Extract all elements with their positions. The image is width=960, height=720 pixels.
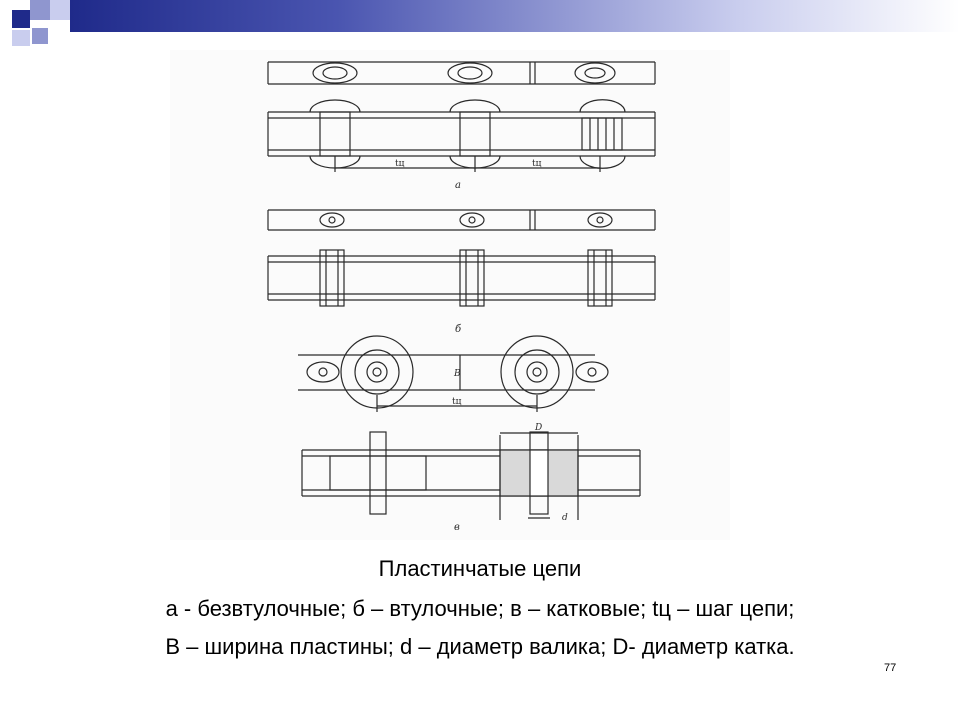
chain-c-label: в (454, 522, 460, 533)
chain-c-section-view (302, 432, 640, 520)
chain-b-label: б (455, 324, 462, 335)
chain-a-side-view (268, 100, 655, 172)
chain-c-height-label: B (454, 369, 461, 379)
figure-caption-line-3: В – ширина пластины; d – диаметр валика; D- диаметр катка. (165, 634, 795, 659)
chain-b-side-view (268, 250, 655, 306)
chain-drawing-figure (170, 50, 730, 540)
header-gradient (70, 0, 960, 32)
chain-c-roller-diameter-label: D (535, 423, 543, 433)
header-square-light-2 (12, 30, 30, 46)
page-number: 77 (884, 662, 897, 674)
figure-caption-line-2: а - безвтулочные; б – втулочные; в – катковые; tц – шаг цепи; (165, 596, 795, 621)
chain-a-top-view (268, 62, 655, 84)
header-square-mid-2 (32, 28, 48, 44)
chain-c-pin-diameter-label: d (562, 513, 568, 523)
header-bar (0, 0, 960, 40)
header-square-dark (12, 10, 30, 28)
chain-a-label: а (455, 180, 461, 191)
chain-a-pitch-label-1: tц (395, 159, 405, 169)
header-square-mid (30, 0, 50, 20)
header-square-light (50, 0, 70, 20)
figure-caption-title: Пластинчатые цепи (378, 556, 582, 581)
chain-c-pitch-label: tц (452, 397, 462, 407)
chain-b-top-view (268, 210, 655, 230)
chain-a-pitch-label-2: tц (532, 159, 542, 169)
